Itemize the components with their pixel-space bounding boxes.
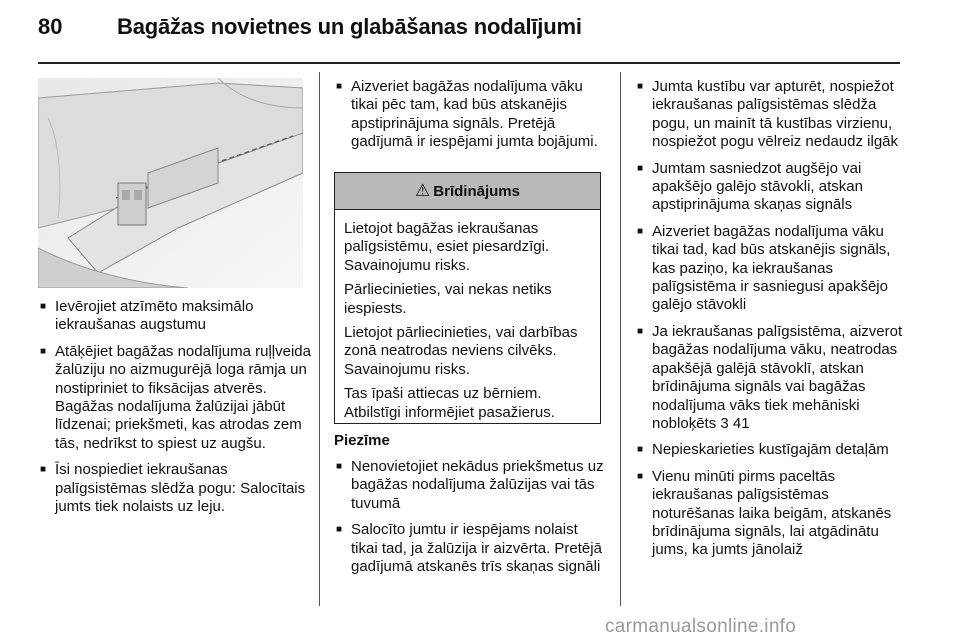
- warning-paragraph: Lietojot bagāžas iekraušanas palīgsistēmu, esiet piesardzīgi. Savainojumu risks.: [344, 220, 550, 274]
- warning-title: Brīdinājums: [433, 182, 520, 200]
- trunk-illustration: [38, 78, 303, 288]
- column-2-top: [336, 78, 606, 160]
- note-list: [336, 458, 608, 584]
- list-item: ■ Atāķējiet bagāžas nodalījuma ruļļveida žalūziju no aizmugurējā loga rāmja un nostipriniet to fiksācijas atverēs. Bagāžas nodalījuma žalūzijai jābūt līdzenai; priekšmeti, kas atrodas zem tās, nedrīkst to spiest uz augšu.: [40, 343, 312, 453]
- page-number: 80: [38, 14, 63, 39]
- list-item: ■ Aizveriet bagāžas nodalījuma vāku tikai tad, kad būs atskanējis signāls, kas paziņo, ka iekraušanas palīgsistēma ir sasniegusi apakšējo galējo stāvokli: [637, 223, 905, 315]
- list-item: ■ Īsi nospiediet iekraušanas palīgsistēmas slēdža pogu: Salocītais jumts tiek nolaists uz leju.: [40, 461, 312, 516]
- list-item: ■ Vienu minūti pirms paceltās iekraušanas palīgsistēmas noturēšanas laika beigām, atskanēs brīdinājuma signāls, lai atgādinātu jums, ka jumts jānolaiž: [637, 468, 905, 560]
- warning-paragraph: Lietojot pārliecinieties, vai darbības zonā neatrodas neviens cilvēks. Savainojumu risks.: [344, 324, 578, 378]
- list-item: ■ Ja iekraušanas palīgsistēma, aizverot bagāžas nodalījuma vāku, neatrodas apakšējā galējā stāvoklī, atskan brīdinājuma signāls vai bagāžas nodalījuma vāks tiek mehāniski nobloķēts 3 41: [637, 323, 905, 433]
- list-item: ■ Nenovietojiet nekādus priekšmetus uz bagāžas nodalījuma žalūzijas vai tās tuvumā: [336, 458, 608, 513]
- warning-paragraph: Pārliecinieties, vai nekas netiks iespiests.: [344, 281, 552, 317]
- note-title: Piezīme: [334, 432, 390, 449]
- warning-body: [335, 210, 600, 422]
- list-item: ■ Aizveriet bagāžas nodalījuma vāku tikai pēc tam, kad būs atskanējis apstiprinājuma signāls. Pretējā gadījumā ir iespējami jumta bojājumi.: [336, 78, 606, 152]
- list-item: ■ Jumtam sasniedzot augšējo vai apakšējo galējo stāvokli, atskan apstiprinājuma skaņas signāls: [637, 160, 905, 215]
- header-rule: [38, 62, 900, 64]
- warning-triangle-icon: ⚠: [415, 181, 431, 200]
- column-divider-1: [319, 72, 320, 606]
- warning-header: [335, 173, 600, 210]
- list-item: ■ Jumta kustību var apturēt, nospiežot iekraušanas palīgsistēmas slēdža pogu, un mainīt tā kustības virzienu, nospiežot pogu vēlreiz nedaudz ilgāk: [637, 78, 905, 152]
- page-header: [38, 14, 918, 48]
- page-title: Bagāžas novietnes un glabāšanas nodalījumi: [117, 14, 582, 39]
- warning-box: [334, 172, 601, 424]
- column-3: [637, 78, 905, 568]
- warning-paragraph: Tas īpaši attiecas uz bērniem. Atbilstīgi informējiet pasažierus.: [344, 385, 555, 421]
- list-item: ■ Nepieskarieties kustīgajām detaļām: [637, 441, 905, 459]
- column-divider-2: [620, 72, 621, 606]
- column-1: [40, 298, 312, 524]
- list-item: ■ Salocīto jumtu ir iespējams nolaist tikai tad, ja žalūzija ir aizvērta. Pretējā gadījumā atskanēs trīs skaņas signāli: [336, 521, 608, 576]
- list-item: ■ Ievērojiet atzīmēto maksimālo iekraušanas augstumu: [40, 298, 312, 335]
- watermark: carmanualsonline.info: [605, 616, 797, 637]
